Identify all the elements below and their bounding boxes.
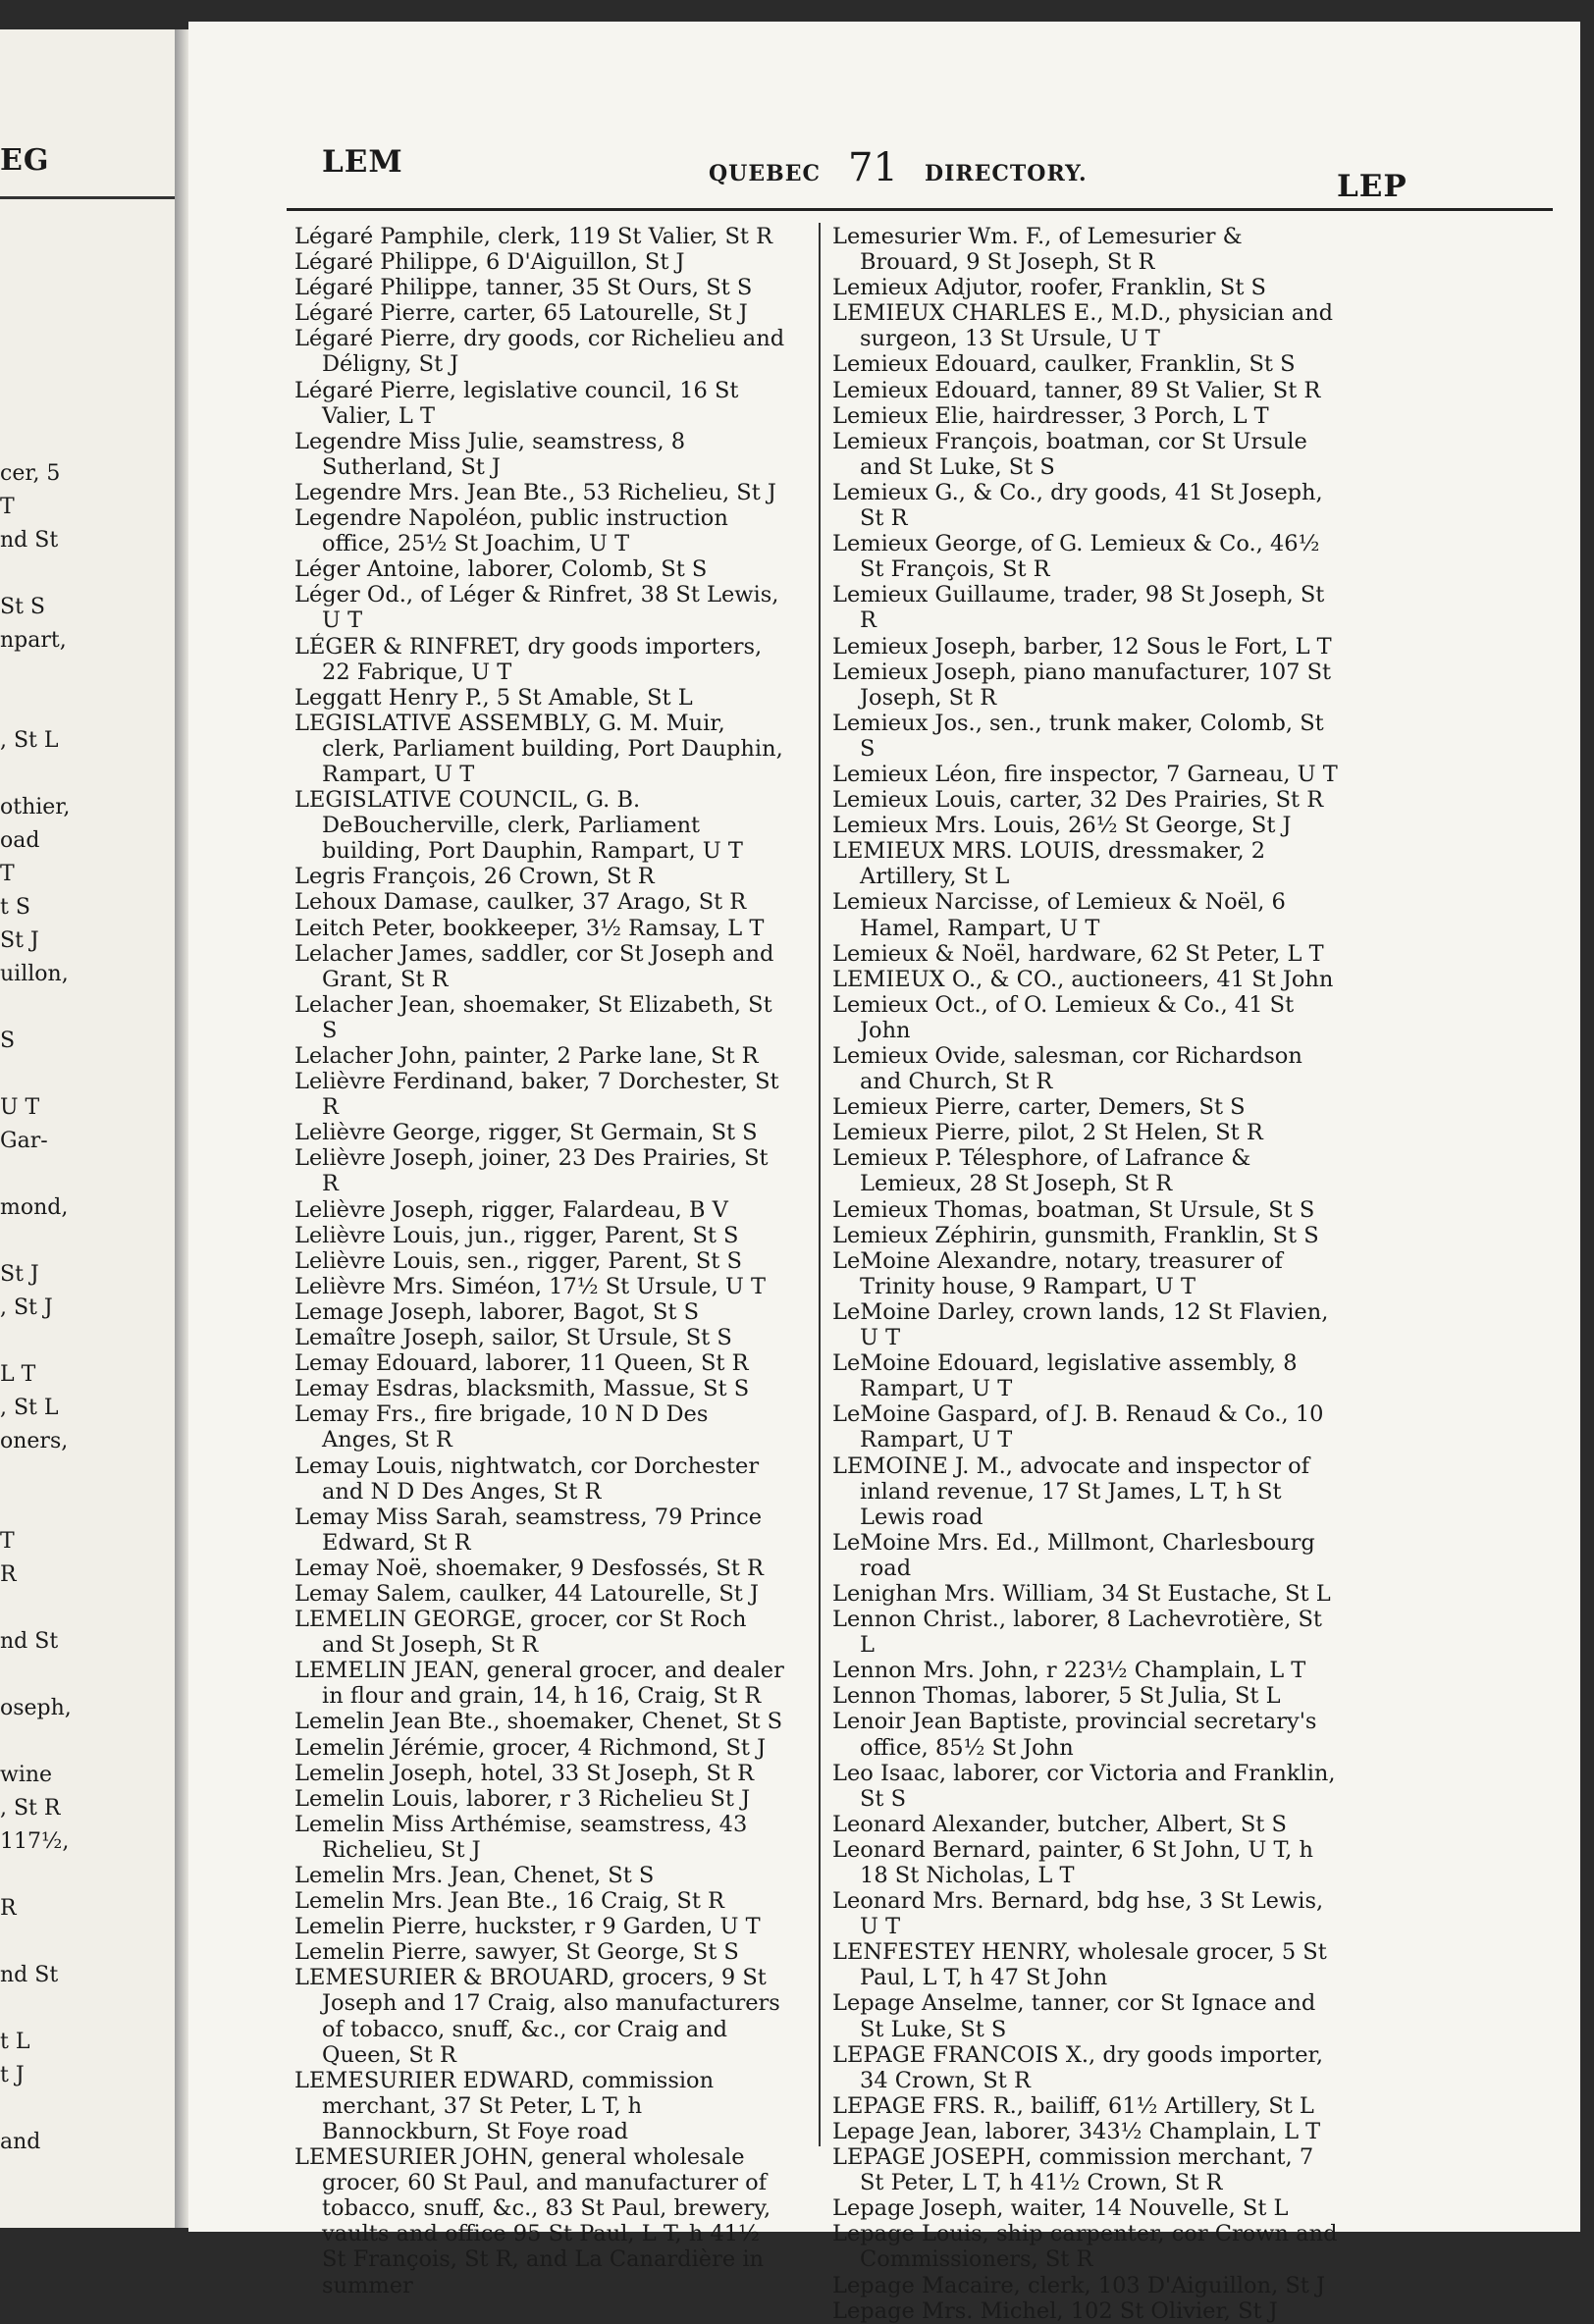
directory-entry: Lemieux François, boatman, cor St Ursule and St Luke, St S	[832, 428, 1307, 480]
left-page-fragment: oad	[0, 828, 40, 853]
directory-entry: Lelièvre Joseph, joiner, 23 Des Prairies, St R	[294, 1145, 769, 1197]
directory-entry: LEMELIN GEORGE, grocer, cor St Roch and St Joseph, St R	[294, 1607, 747, 1659]
right-column	[832, 224, 1343, 2324]
left-page-fragment: , St R	[0, 1796, 61, 1821]
left-page-fragment: T	[0, 495, 15, 519]
directory-entry: LENFESTEY HENRY, wholesale grocer, 5 St Paul, L T, h 47 St John	[832, 1939, 1327, 1991]
directory-entry: Legendre Mrs. Jean Bte., 53 Richelieu, St J	[294, 479, 776, 505]
directory-entry: Lemieux Adjutor, roofer, Franklin, St S	[832, 275, 1266, 301]
directory-entry: Lemieux Louis, carter, 32 Des Prairies, St R	[832, 787, 1324, 814]
directory-entry: Lepage Macaire, clerk, 103 D'Aiguillon, St J	[832, 2272, 1326, 2298]
directory-entry: Lemieux Jos., sen., trunk maker, Colomb, St S	[832, 710, 1324, 762]
directory-entry: Lelièvre Ferdinand, baker, 7 Dorchester, St R	[294, 1069, 779, 1121]
left-page-fragment: mond,	[0, 1195, 69, 1220]
directory-entry: Lemay Esdras, blacksmith, Massue, St S	[294, 1376, 750, 1402]
directory-entry: Lepage Mrs. Michel, 102 St Olivier, St J	[832, 2298, 1278, 2324]
running-head-city: QUEBEC	[709, 161, 821, 186]
directory-entry: LeMoine Gaspard, of J. B. Renaud & Co., 10 Rampart, U T	[832, 1401, 1324, 1453]
left-page-fragment: , St J	[0, 1295, 53, 1320]
directory-entry: Lelièvre Joseph, rigger, Falardeau, B V	[294, 1196, 728, 1223]
directory-entry: LEMIEUX CHARLES E., M.D., physician and surgeon, 13 St Ursule, U T	[832, 300, 1334, 352]
directory-entry: Lemay Edouard, laborer, 11 Queen, St R	[294, 1350, 749, 1377]
left-page-fragment: t L	[0, 2030, 30, 2054]
directory-entry: LEMELIN JEAN, general grocer, and dealer in flour and grain, 14, h 16, Craig, St R	[294, 1658, 784, 1710]
directory-entry: LEPAGE FRANCOIS X., dry goods importer, 34 Crown, St R	[832, 2041, 1323, 2093]
left-page-fragment: nd St	[0, 1963, 59, 1987]
directory-entry: Lenighan Mrs. William, 34 St Eustache, St L	[832, 1580, 1331, 1607]
directory-entry: Lepage Anselme, tanner, cor St Ignace and St Luke, St S	[832, 1990, 1316, 2042]
directory-entry: Légaré Philippe, 6 D'Aiguillon, St J	[294, 249, 685, 276]
directory-page	[188, 22, 1580, 2324]
left-page-fragment: R	[0, 1562, 17, 1587]
directory-entry: LEGISLATIVE COUNCIL, G. B. DeBoucherville, clerk, Parliament building, Port Dauphin, Rampart, U T	[294, 787, 743, 865]
directory-entry: Lemelin Pierre, sawyer, St George, St S	[294, 1939, 739, 1966]
directory-entry: Lemay Salem, caulker, 44 Latourelle, St J	[294, 1580, 760, 1607]
directory-entry: LEMESURIER EDWARD, commission merchant, 37 St Peter, L T, h Bannockburn, St Foye road	[294, 2067, 715, 2144]
left-page-fragment: wine	[0, 1763, 53, 1787]
left-page-fragment: npart,	[0, 628, 67, 653]
page-number: 71	[848, 145, 898, 190]
left-page-fragment: T	[0, 1529, 15, 1554]
directory-entry: LÉGER & RINFRET, dry goods importers, 22 Fabrique, U T	[294, 633, 763, 685]
column-divider	[819, 223, 821, 2146]
directory-entry: Lenoir Jean Baptiste, provincial secretary's office, 85½ St John	[832, 1709, 1317, 1761]
directory-entry: Légaré Pierre, carter, 65 Latourelle, St J	[294, 300, 748, 327]
directory-entry: Lepage Joseph, waiter, 14 Nouvelle, St L	[832, 2195, 1289, 2222]
directory-entry: Legendre Napoléon, public instruction office, 25½ St Joachim, U T	[294, 505, 728, 557]
left-page-fragment: T	[0, 862, 15, 886]
directory-entry: Lemelin Jean Bte., shoemaker, Chenet, St S	[294, 1709, 783, 1735]
directory-entry: Lemieux Thomas, boatman, St Ursule, St S	[832, 1196, 1315, 1223]
directory-entry: Lelacher Jean, shoemaker, St Elizabeth, St S	[294, 991, 772, 1043]
directory-entry: Lepage Louis, ship carpenter, cor Crown and Commissioners, St R	[832, 2221, 1338, 2273]
directory-entry: Lennon Thomas, laborer, 5 St Julia, St L	[832, 1683, 1281, 1710]
left-page-fragment: St J	[0, 928, 39, 953]
directory-entry: Lemieux Joseph, barber, 12 Sous le Fort, L T	[832, 633, 1332, 660]
left-page-rule	[0, 196, 175, 199]
left-page-edge	[0, 29, 175, 2228]
directory-entry: Leggatt Henry P., 5 St Amable, St L	[294, 684, 693, 711]
directory-entry: Lemieux P. Télesphore, of Lafrance & Lemieux, 28 St Joseph, St R	[832, 1145, 1251, 1197]
directory-entry: Lelacher John, painter, 2 Parke lane, St R	[294, 1043, 759, 1069]
directory-entry: LEPAGE JOSEPH, commission merchant, 7 St Peter, L T, h 41½ Crown, St R	[832, 2144, 1314, 2196]
directory-entry: Lemieux Edouard, tanner, 89 St Valier, St R	[832, 377, 1321, 403]
directory-entry: Lemieux Léon, fire inspector, 7 Garneau, U T	[832, 761, 1338, 787]
directory-entry: Lemieux Narcisse, of Lemieux & Noël, 6 Hamel, Rampart, U T	[832, 889, 1286, 941]
left-page-fragment: , St L	[0, 728, 59, 753]
directory-entry: Lennon Mrs. John, r 223½ Champlain, L T	[832, 1658, 1306, 1684]
directory-entry: Lemelin Jérémie, grocer, 4 Richmond, St J	[294, 1734, 767, 1761]
left-page-fragment: Gar-	[0, 1129, 48, 1153]
left-page-fragment: R	[0, 1896, 17, 1921]
left-page-fragment: , St L	[0, 1396, 59, 1420]
directory-entry: Leonard Alexander, butcher, Albert, St S	[832, 1811, 1287, 1837]
directory-entry: LEPAGE FRS. R., bailiff, 61½ Artillery, St L	[832, 2092, 1314, 2119]
left-page-fragment: St S	[0, 595, 45, 619]
directory-entry: Lennon Christ., laborer, 8 Lachevrotière, St L	[832, 1607, 1322, 1659]
left-page-fragment: cer, 5	[0, 461, 61, 486]
directory-entry: Lelièvre George, rigger, St Germain, St S	[294, 1120, 758, 1146]
running-head-title: DIRECTORY.	[925, 161, 1088, 186]
directory-entry: Lelièvre Louis, sen., rigger, Parent, St S	[294, 1247, 742, 1274]
directory-entry: LeMoine Alexandre, notary, treasurer of Trinity house, 9 Rampart, U T	[832, 1247, 1283, 1299]
directory-entry: Lemieux G., & Co., dry goods, 41 St Joseph, St R	[832, 479, 1323, 532]
left-page-fragment: t S	[0, 895, 30, 920]
book-gutter	[175, 29, 188, 2228]
left-page-fragment: othier,	[0, 795, 71, 819]
left-page-fragment: t J	[0, 2063, 25, 2087]
directory-entry: Lemieux Oct., of O. Lemieux & Co., 41 St John	[832, 991, 1295, 1043]
directory-entry: Lemieux Ovide, salesman, cor Richardson and Church, St R	[832, 1043, 1302, 1095]
left-page-fragment: U T	[0, 1095, 40, 1120]
directory-entry: Lemaître Joseph, sailor, St Ursule, St S	[294, 1325, 732, 1351]
left-page-fragment: St J	[0, 1262, 39, 1287]
directory-entry: Leonard Bernard, painter, 6 St John, U T, h 18 St Nicholas, L T	[832, 1836, 1313, 1888]
directory-entry: Légaré Pamphile, clerk, 119 St Valier, St R	[294, 224, 773, 249]
directory-entry: Lemay Miss Sarah, seamstress, 79 Prince Edward, St R	[294, 1504, 763, 1556]
directory-entry: Lemesurier Wm. F., of Lemesurier & Brouard, 9 St Joseph, St R	[832, 224, 1243, 276]
directory-entry: Leo Isaac, laborer, cor Victoria and Franklin, St S	[832, 1760, 1336, 1812]
left-page-fragment: 117½,	[0, 1829, 70, 1854]
directory-entry: Lemelin Mrs. Jean, Chenet, St S	[294, 1863, 655, 1888]
directory-entry: Légaré Pierre, dry goods, cor Richelieu and Déligny, St J	[294, 326, 785, 378]
directory-entry: Lelièvre Mrs. Siméon, 17½ St Ursule, U T	[294, 1273, 767, 1299]
directory-entry: Léger Od., of Léger & Rinfret, 38 St Lewis, U T	[294, 582, 779, 634]
directory-entry: Lemieux Pierre, pilot, 2 St Helen, St R	[832, 1120, 1263, 1146]
directory-entry: LEGISLATIVE ASSEMBLY, G. M. Muir, clerk, Parliament building, Port Dauphin, Rampart, U T	[294, 710, 783, 787]
directory-entry: Lemieux Joseph, piano manufacturer, 107 St Joseph, St R	[832, 659, 1332, 711]
directory-entry: Lemieux Guillaume, trader, 98 St Joseph, St R	[832, 582, 1325, 634]
directory-entry: Légaré Pierre, legislative council, 16 St Valier, L T	[294, 377, 739, 429]
left-column	[294, 224, 785, 2298]
directory-entry: Lemay Noë, shoemaker, 9 Desfossés, St R	[294, 1555, 764, 1581]
directory-entry: Lemieux Zéphirin, gunsmith, Franklin, St S	[832, 1222, 1319, 1248]
left-page-header: EG	[0, 143, 50, 178]
directory-entry: Lemieux George, of G. Lemieux & Co., 46½ St François, St R	[832, 531, 1320, 583]
directory-entry: Lepage Jean, laborer, 343½ Champlain, L T	[832, 2118, 1321, 2144]
directory-entry: LeMoine Edouard, legislative assembly, 8 Rampart, U T	[832, 1350, 1298, 1402]
directory-entry: Lemelin Joseph, hotel, 33 St Joseph, St R	[294, 1760, 755, 1786]
directory-entry: Legris François, 26 Crown, St R	[294, 864, 655, 890]
directory-entry: Lemieux Mrs. Louis, 26½ St George, St J	[832, 813, 1292, 839]
directory-entry: Lemelin Louis, laborer, r 3 Richelieu St J	[294, 1785, 751, 1812]
directory-entry: Lemay Louis, nightwatch, cor Dorchester and N D Des Anges, St R	[294, 1452, 760, 1505]
left-page-fragment: and	[0, 2130, 41, 2154]
directory-entry: Lelièvre Louis, jun., rigger, Parent, St S	[294, 1222, 739, 1248]
directory-entry: LeMoine Darley, crown lands, 12 St Flavien, U T	[832, 1298, 1329, 1351]
directory-entry: Lehoux Damase, caulker, 37 Arago, St R	[294, 889, 747, 916]
directory-entry: Légaré Philippe, tanner, 35 St Ours, St S	[294, 275, 753, 301]
left-page-fragment: oseph,	[0, 1696, 72, 1720]
left-page-fragment: L T	[0, 1362, 36, 1387]
directory-entry: LEMOINE J. M., advocate and inspector of inland revenue, 17 St James, L T, h St Lewis road	[832, 1452, 1310, 1530]
directory-entry: Legendre Miss Julie, seamstress, 8 Sutherland, St J	[294, 428, 686, 480]
header-rule	[287, 208, 1553, 211]
left-page-fragment: S	[0, 1029, 16, 1053]
directory-entry: Lemieux Elie, hairdresser, 3 Porch, L T	[832, 402, 1269, 429]
directory-entry: LEMESURIER & BROUARD, grocers, 9 St Joseph and 17 Craig, also manufacturers of tobacco, snuff, &c., cor Craig and Queen, St R	[294, 1965, 780, 2068]
directory-entry: LEMIEUX O., & CO., auctioneers, 41 St John	[832, 966, 1334, 992]
directory-entry: Lemieux Pierre, carter, Demers, St S	[832, 1094, 1246, 1121]
directory-entry: Léger Antoine, laborer, Colomb, St S	[294, 556, 708, 583]
directory-entry: Lelacher James, saddler, cor St Joseph and Grant, St R	[294, 940, 774, 992]
directory-entry: Lemieux & Noël, hardware, 62 St Peter, L T	[832, 940, 1324, 967]
directory-entry: LeMoine Mrs. Ed., Millmont, Charlesbourg road	[832, 1529, 1315, 1581]
directory-entry: LEMESURIER JOHN, general wholesale grocer, 60 St Paul, and manufacturer of tobacco, snuff, &c., 83 St Paul, brewery, vaults and office 95 St Paul, L T, h 41½ St François, St R, and La Canardière in summer	[294, 2144, 771, 2298]
directory-entry: Lemay Frs., fire brigade, 10 N D Des Anges, St R	[294, 1401, 709, 1453]
directory-entry: Leonard Mrs. Bernard, bdg hse, 3 St Lewis, U T	[832, 1888, 1324, 1940]
directory-entry: Lemelin Mrs. Jean Bte., 16 Craig, St R	[294, 1888, 724, 1915]
running-head-left: LEM	[322, 144, 403, 180]
directory-entry: Leitch Peter, bookkeeper, 3½ Ramsay, L T	[294, 915, 765, 941]
directory-entry: Lemelin Pierre, huckster, r 9 Garden, U T	[294, 1914, 761, 1940]
left-page-fragment: uillon,	[0, 962, 69, 986]
left-page-fragment: nd St	[0, 528, 59, 553]
directory-entry: Lemelin Miss Arthémise, seamstress, 43 Richelieu, St J	[294, 1811, 748, 1863]
left-page-fragment: oners,	[0, 1429, 69, 1453]
left-page-fragment: nd St	[0, 1629, 59, 1654]
directory-entry: LEMIEUX MRS. LOUIS, dressmaker, 2 Artillery, St L	[832, 838, 1266, 890]
running-head-right: LEP	[1337, 169, 1408, 204]
directory-entry: Lemage Joseph, laborer, Bagot, St S	[294, 1298, 699, 1325]
directory-entry: Lemieux Edouard, caulker, Franklin, St S	[832, 351, 1296, 378]
